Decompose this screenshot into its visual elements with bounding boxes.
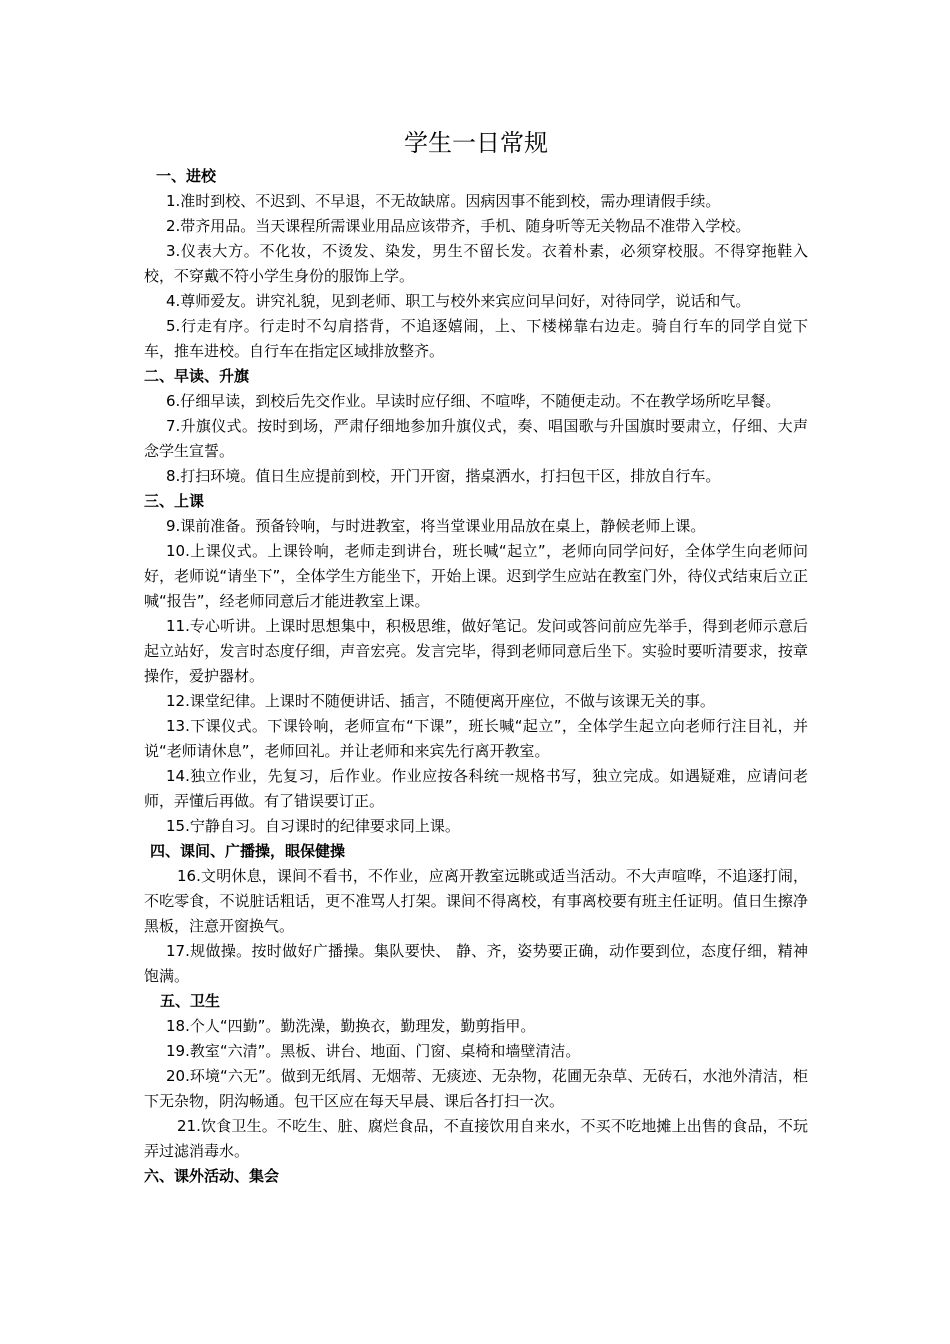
rule-item: 11.专心听讲。上课时思想集中，积极思维，做好笔记。发问或答问前应先举手，得到老师示意后起立站好，发言时态度仔细，声音宏亮。发言完毕，得到老师同意后坐下。实验时要听清要求，按章操作，爱护器材。 <box>144 617 808 685</box>
section-morning-reading-flag <box>144 364 808 489</box>
rule-item: 15.宁静自习。自习课时的纪律要求同上课。 <box>166 817 460 835</box>
section-enter-school <box>144 164 808 364</box>
document-title: 学生一日常规 <box>404 129 548 157</box>
rule-item: 2.带齐用品。当天课程所需课业用品应该带齐，手机、随身听等无关物品不准带入学校。 <box>166 217 751 235</box>
section-heading: 四、课间、广播操，眼保健操 <box>150 842 346 860</box>
section-heading: 二、早读、升旗 <box>144 367 250 385</box>
rule-item: 9.课前准备。预备铃响，与时进教室，将当堂课业用品放在桌上，静候老师上课。 <box>166 517 706 535</box>
rule-item: 3.仪表大方。不化妆，不烫发、染发，男生不留长发。衣着朴素，必须穿校服。不得穿拖鞋入校，不穿戴不符小学生身份的服饰上学。 <box>144 242 808 285</box>
section-heading: 三、上课 <box>144 492 205 510</box>
section-extracurricular-assembly <box>144 1164 808 1189</box>
rule-item: 19.教室“六清”。黑板、讲台、地面、门窗、桌椅和墙壁清洁。 <box>166 1042 581 1060</box>
document-page <box>144 126 808 1189</box>
rule-item: 1.准时到校、不迟到、不早退，不无故缺席。因病因事不能到校，需办理请假手续。 <box>166 192 721 210</box>
section-class <box>144 489 808 839</box>
section-heading: 五、卫生 <box>160 992 221 1010</box>
rule-item: 18.个人“四勤”。勤洗澡，勤换衣，勤理发，勤剪指甲。 <box>166 1017 536 1035</box>
rule-item: 4.尊师爱友。讲究礼貌，见到老师、职工与校外来宾应问早问好，对待同学，说话和气。 <box>166 292 751 310</box>
rule-item: 10.上课仪式。上课铃响，老师走到讲台，班长喊“起立”，老师向同学问好，全体学生向老师问好，老师说“请坐下”，全体学生方能坐下，开始上课。迟到学生应站在教室门外，待仪式结束后立正喊“报告”，经老师同意后才能进教室上课。 <box>144 542 808 610</box>
section-heading: 六、课外活动、集会 <box>144 1167 280 1185</box>
section-break-exercise <box>144 839 808 989</box>
rule-item: 21.饮食卫生。不吃生、脏、腐烂食品，不直接饮用自来水，不买不吃地摊上出售的食品，不玩弄过滤消毒水。 <box>144 1117 808 1160</box>
rule-item: 8.打扫环境。值日生应提前到校，开门开窗，揩桌洒水，打扫包干区，排放自行车。 <box>166 467 721 485</box>
rule-item: 7.升旗仪式。按时到场，严肃仔细地参加升旗仪式，奏、唱国歌与升国旗时要肃立，仔细、大声念学生宣誓。 <box>144 417 808 460</box>
rule-item: 12.课堂纪律。上课时不随便讲话、插言，不随便离开座位，不做与该课无关的事。 <box>166 692 715 710</box>
rule-item: 20.环境“六无”。做到无纸屑、无烟蒂、无痰迹、无杂物，花圃无杂草、无砖石，水池外清洁，柜下无杂物，阴沟畅通。包干区应在每天早晨、课后各打扫一次。 <box>144 1067 808 1110</box>
section-heading: 一、进校 <box>156 167 217 185</box>
rule-item: 5.行走有序。行走时不勾肩搭背，不追逐嬉闹，上、下楼梯靠右边走。骑自行车的同学自觉下车，推车进校。自行车在指定区域排放整齐。 <box>144 317 808 360</box>
rule-item: 17.规做操。按时做好广播操。集队要快、 静、齐，姿势要正确，动作要到位，态度仔细，精神饱满。 <box>144 942 808 985</box>
rule-item: 14.独立作业，先复习，后作业。作业应按各科统一规格书写，独立完成。如遇疑难，应请问老师，弄懂后再做。有了错误要订正。 <box>144 767 808 810</box>
rule-item: 16.文明休息，课间不看书，不作业，应离开教室远眺或适当活动。不大声喧哗，不追逐打闹，不吃零食，不说脏话粗话，更不准骂人打架。课间不得离校，有事离校要有班主任证明。值日生擦净黑板，注意开窗换气。 <box>144 867 808 935</box>
section-hygiene <box>144 989 808 1164</box>
rule-item: 13.下课仪式。下课铃响，老师宣布“下课”，班长喊“起立”，全体学生起立向老师行注目礼，并说“老师请休息”，老师回礼。并让老师和来宾先行离开教室。 <box>144 717 808 760</box>
rule-item: 6.仔细早读，到校后先交作业。早读时应仔细、不喧哗，不随便走动。不在教学场所吃早餐。 <box>166 392 781 410</box>
